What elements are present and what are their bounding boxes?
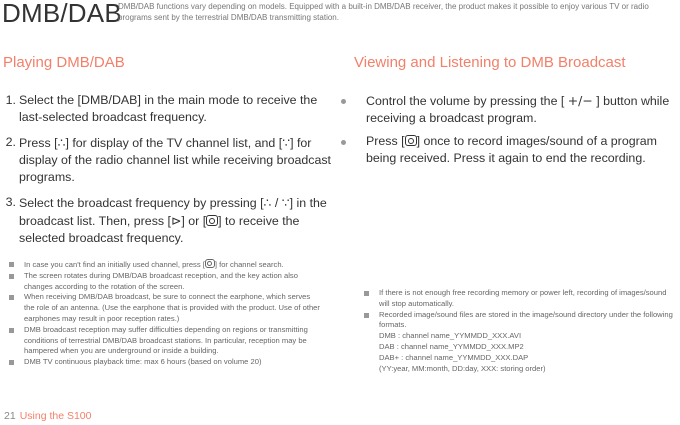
step-text-part: ] or [ <box>181 214 207 228</box>
bullet-text-part: ] once to record images/sound of a program being received. Press it again to end the recording. <box>366 134 657 165</box>
intro-text: DMB/DAB functions vary depending on models. Equipped with a built-in DMB/DAB receiver, the product makes it possible to enjoy various TV or radio programs sent by the terrestrial DMB/DAB transmitting station. <box>118 2 649 22</box>
step-text: Select the [DMB/DAB] in the main mode to receive the last-selected broadcast frequency. <box>19 93 318 124</box>
bullet-square-icon <box>9 292 15 324</box>
bullet-square-icon <box>364 310 370 375</box>
step-text-part: ] for display of the TV channel list, and [ <box>65 136 283 150</box>
step-text-part: Select the broadcast frequency by pressing [ <box>19 196 264 210</box>
bullet-dot-icon <box>340 133 349 142</box>
down-icon: ∵ <box>282 135 291 150</box>
note-item <box>9 292 321 324</box>
bullet-square-icon <box>9 271 15 293</box>
bullet-text-part: Press [ <box>366 134 405 148</box>
note-text: DMB broadcast reception may suffer difficulties depending on regions or transmitting conditions of terrestrial DMB/DAB broadcast stations. In particular, reception may be hampered when you are underground or inside a building. <box>24 324 308 356</box>
step-text <box>19 134 340 186</box>
footer-section: Using the S100 <box>19 410 92 422</box>
step-text-part: Press [ <box>19 136 58 150</box>
step-number: 2. <box>5 135 16 149</box>
down-icon: ∵ <box>281 195 290 210</box>
bullet-square-icon <box>364 288 370 310</box>
bullet-text <box>349 133 676 167</box>
note-item <box>9 271 321 293</box>
bullet-item <box>340 133 676 167</box>
note-text: When receiving DMB/DAB broadcast, be sure to connect the earphone, which serves the role of an antenna. (Use the earphone that is provided with the product. Use of other earphones may result in poor reception rates.) <box>24 292 320 323</box>
note-text-part: ] for channel search. <box>214 260 284 269</box>
note-text-part: In case you can't find an initially used channel, press [ <box>24 260 205 269</box>
bullet-item <box>340 92 676 127</box>
bullet-square-icon <box>9 259 15 271</box>
section-heading-playing: Playing DMB/DAB <box>3 54 125 71</box>
viewing-bullets <box>340 92 676 173</box>
format-line: DAB+ : channel name_YYMMDD_XXX.DAP <box>379 352 529 362</box>
record-button-icon <box>206 215 218 226</box>
note-item <box>364 288 674 310</box>
note-item <box>9 259 321 271</box>
playing-notes <box>9 259 321 369</box>
step-text-part: / <box>271 196 282 210</box>
bullet-square-icon <box>9 357 15 369</box>
bullet-dot-icon <box>340 92 349 101</box>
step-number: 3. <box>5 195 16 209</box>
note-text-part: Recorded image/sound files are stored in the image/sound directory under the following formats. <box>379 309 673 330</box>
bullet-text <box>349 92 676 127</box>
format-line: DMB : channel name_YYMMDD_XXX.AVI <box>379 331 522 341</box>
note-text: The screen rotates during DMB/DAB broadcast reception, and the key action also changes according to the rotation of the screen. <box>24 270 298 291</box>
up-icon: ∴ <box>57 135 66 150</box>
step-text-part: ] in the broadcast list. Then, press [ <box>19 196 327 228</box>
step-3 <box>0 194 340 247</box>
record-button-icon <box>205 259 215 268</box>
step-1 <box>0 92 340 126</box>
step-number: 1. <box>5 93 16 107</box>
note-text <box>24 259 321 271</box>
section-heading-viewing: Viewing and Listening to DMB Broadcast <box>354 54 626 71</box>
note-text: If there is not enough free recording memory or power left, recording of images/sound will stop automatically. <box>379 288 667 308</box>
page-title: DMB/DAB <box>2 0 122 28</box>
playing-steps <box>0 92 340 255</box>
up-icon: ∴ <box>263 195 272 210</box>
note-item <box>364 310 674 375</box>
step-text-part: ] to receive the selected broadcast frequency. <box>19 214 300 245</box>
page-number: 21 <box>4 410 16 422</box>
note-item <box>9 357 321 369</box>
viewing-notes <box>364 288 674 374</box>
note-item <box>9 325 321 357</box>
page-footer <box>4 410 92 422</box>
step-text-part: ] for display of the radio channel list while receiving broadcast programs. <box>19 136 332 184</box>
note-text <box>379 310 674 375</box>
bullet-text-part: Control the volume by pressing the [ <box>366 94 568 108</box>
format-line: (YY:year, MM:month, DD:day, XXX: storing order) <box>379 363 546 373</box>
record-button-icon <box>405 135 417 146</box>
format-line: DAB : channel name_YYMMDD_XXX.MP2 <box>379 341 524 351</box>
volume-icon: +/− <box>567 93 593 108</box>
step-2 <box>0 134 340 186</box>
note-text: DMB TV continuous playback time: max 6 hours (based on volume 20) <box>24 357 262 367</box>
step-text <box>19 194 340 247</box>
right-icon: ⊳ <box>170 213 182 228</box>
bullet-square-icon <box>9 325 15 357</box>
bullet-text-part: ] button while receiving a broadcast program. <box>366 94 670 125</box>
